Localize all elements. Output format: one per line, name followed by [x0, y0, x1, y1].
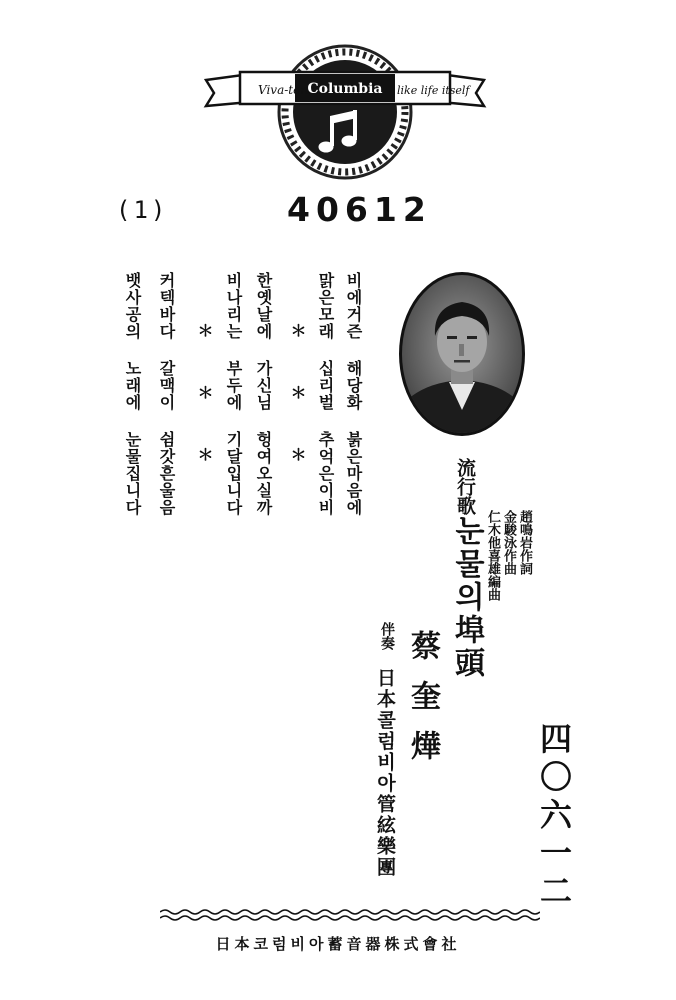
catalog-number-vertical: 四〇六一二 [535, 722, 573, 912]
asterisk-divider: ＊＊＊ [195, 322, 214, 508]
composer-credit: 金駿泳作曲 [501, 510, 516, 575]
song-genre: 流行歌 [454, 458, 476, 515]
catalog-number: 40612 [287, 190, 432, 229]
lyric-line: 비에거즌 해당화 붉은마음에 [344, 272, 363, 516]
arranger-credit: 仁木他喜雄編曲 [485, 510, 500, 601]
banner-left-text: Viva-tonal [258, 83, 320, 97]
singer-name: 蔡奎燁 [405, 630, 440, 780]
lyricist-credit: 趙鳴岩作詞 [517, 510, 532, 575]
banner-center-text: Columbia [307, 81, 383, 97]
wave-divider [160, 906, 540, 926]
side-number: (1) [116, 196, 169, 224]
lyric-line: 뱃사공의 노래에 눈물집니다 [123, 272, 142, 516]
song-title: 눈물의埠頭 [449, 515, 484, 680]
accompaniment-name: 日本콜럼비아管絃樂團 [374, 668, 396, 878]
asterisk-divider: ＊＊＊ [288, 322, 307, 508]
lyric-line: 비나리는 부두에 기달입니다 [224, 272, 243, 516]
company-name: 日本코럼비아蓄音器株式會社 [215, 935, 461, 953]
lyric-line: 한옛날에 가신님 헝여오실까 [254, 272, 273, 516]
lyric-line: 맑은모래 십리벌 추억은이비 [316, 272, 335, 516]
columbia-logo [200, 40, 490, 180]
singer-portrait [397, 270, 527, 438]
accompaniment-label: 伴奏 [379, 622, 395, 650]
banner-right-text: like life itself [397, 84, 470, 97]
lyric-line: 커텍바다 갈맥이 쉼갓흔울음 [157, 272, 176, 516]
